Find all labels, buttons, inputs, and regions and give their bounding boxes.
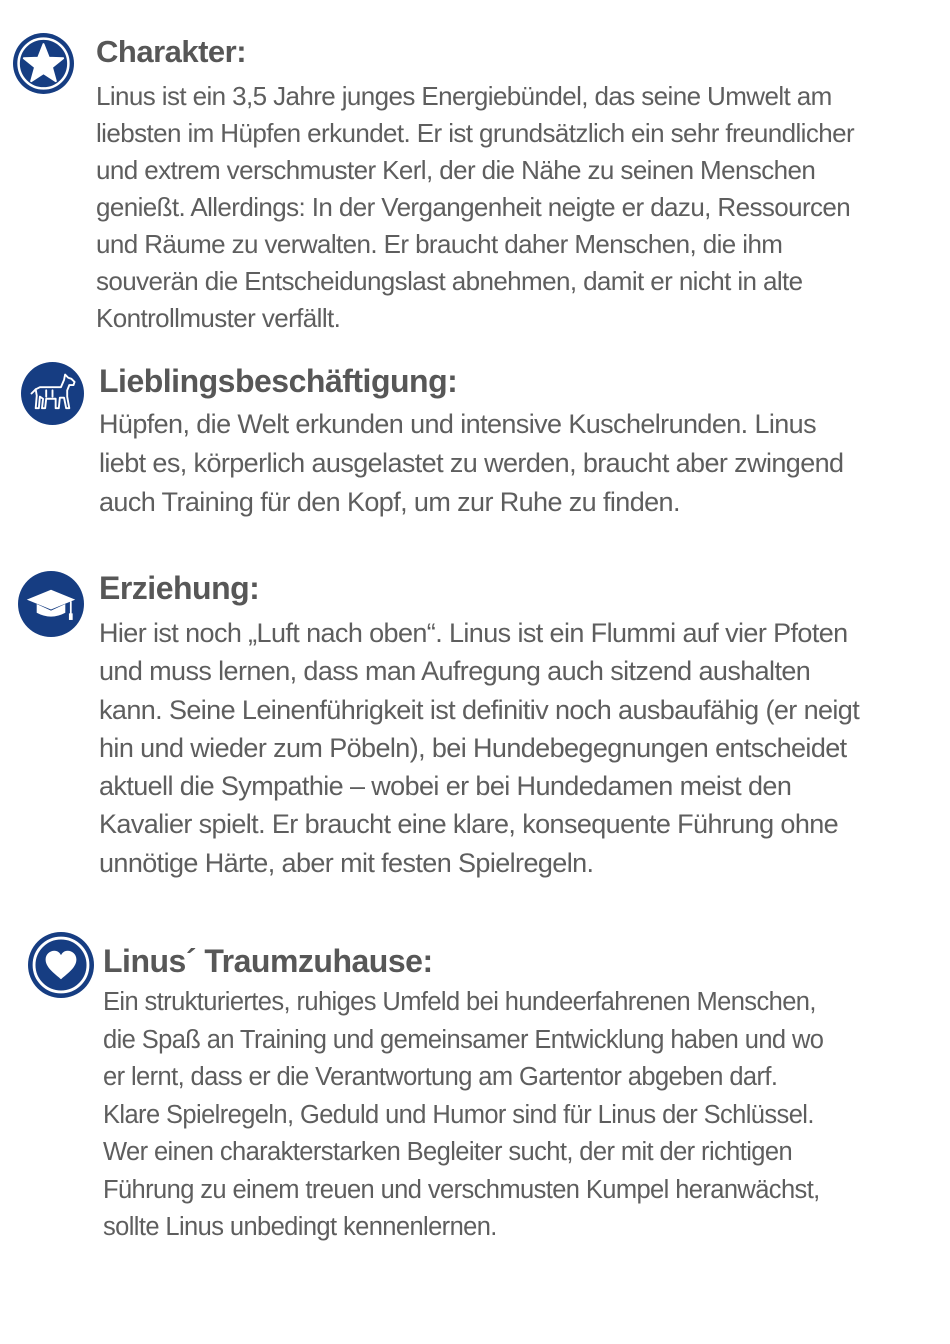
- body-line: Kontrollmuster verfällt.: [96, 303, 341, 333]
- star-icon: [13, 33, 74, 94]
- section-body: [99, 405, 843, 522]
- body-line: Linus ist ein 3,5 Jahre junges Energiebündel, das seine Umwelt am: [96, 81, 832, 111]
- body-line: aktuell die Sympathie – wobei er bei Hundedamen meist den: [99, 771, 792, 802]
- body-line: Klare Spielregeln, Geduld und Humor sind für Linus der Schlüssel.: [103, 1100, 814, 1129]
- body-line: Führung zu einem treuen und verschmusten Kumpel heranwächst,: [103, 1175, 820, 1204]
- graduation-cap-icon: [18, 571, 84, 637]
- body-line: auch Training für den Kopf, um zur Ruhe zu finden.: [99, 487, 680, 517]
- heart-icon: [28, 932, 94, 998]
- body-line: und Räume zu verwalten. Er braucht daher Menschen, die ihm: [96, 229, 783, 259]
- section-title: Linus´ Traumzuhause:: [103, 943, 433, 979]
- body-line: Ein strukturiertes, ruhiges Umfeld bei hundeerfahrenen Menschen,: [103, 988, 816, 1016]
- body-line: und extrem verschmuster Kerl, der die Nähe zu seinen Menschen: [96, 155, 816, 185]
- body-line: Hier ist noch „Luft nach oben“. Linus ist ein Flummi auf vier Pfoten: [99, 618, 848, 648]
- body-line: liebt es, körperlich ausgelastet zu werden, braucht aber zwingend: [99, 448, 844, 478]
- body-line: souverän die Entscheidungslast abnehmen, damit er nicht in alte: [96, 266, 803, 296]
- section-title: Lieblingsbeschäftigung:: [99, 363, 458, 399]
- section-body: [96, 78, 854, 337]
- body-line: unnötige Härte, aber mit festen Spielregeln.: [99, 847, 594, 878]
- dog-icon: [21, 362, 84, 425]
- body-line: Hüpfen, die Welt erkunden und intensive Kuschelrunden. Linus: [99, 409, 816, 439]
- body-line: die Spaß an Training und gemeinsamer Entwicklung haben und wo: [103, 1025, 824, 1054]
- body-line: Kavalier spielt. Er braucht eine klare, konsequente Führung ohne: [99, 809, 839, 840]
- body-line: sollte Linus unbedingt kennenlernen.: [103, 1213, 497, 1241]
- body-line: kann. Seine Leinenführigkeit ist definitiv noch ausbaufähig (er neigt: [99, 694, 860, 725]
- body-line: liebsten im Hüpfen erkundet. Er ist grundsätzlich ein sehr freundlicher: [96, 118, 855, 148]
- body-line: genießt. Allerdings: In der Vergangenheit neigte er dazu, Ressourcen: [96, 192, 851, 222]
- body-line: und muss lernen, dass man Aufregung auch sitzend aushalten: [99, 656, 811, 687]
- section-body: [103, 984, 823, 1247]
- body-line: er lernt, dass er die Verantwortung am Gartentor abgeben darf.: [103, 1063, 778, 1091]
- body-line: hin und wieder zum Pöbeln), bei Hundebegegnungen entscheidet: [99, 732, 847, 763]
- section-title: Charakter:: [96, 34, 247, 69]
- body-line: Wer einen charakterstarken Begleiter sucht, der mit der richtigen: [103, 1138, 793, 1166]
- section-body: [99, 614, 859, 882]
- section-title: Erziehung:: [99, 570, 260, 606]
